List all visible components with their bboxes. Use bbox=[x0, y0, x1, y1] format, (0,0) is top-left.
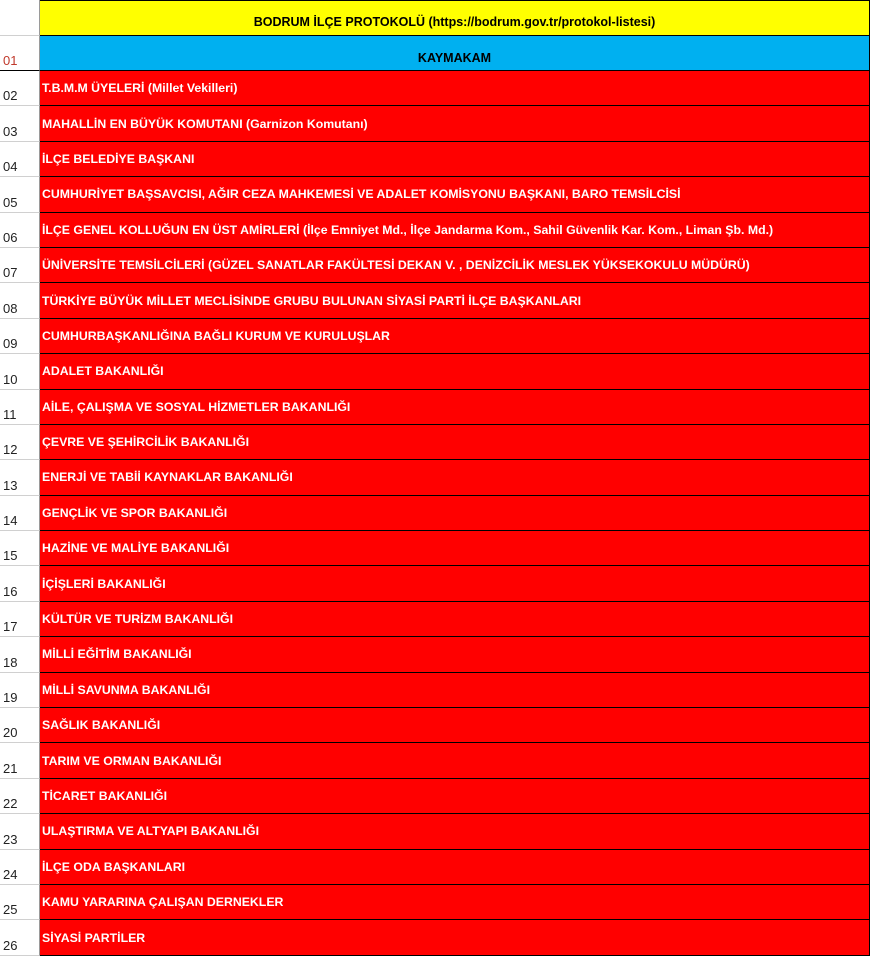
row-number[interactable]: 01 bbox=[0, 36, 40, 71]
table-row bbox=[0, 177, 870, 212]
protocol-item-cell[interactable]: KAMU YARARINA ÇALIŞAN DERNEKLER bbox=[40, 885, 870, 920]
kaymakam-cell[interactable]: KAYMAKAM bbox=[40, 36, 870, 71]
row-number[interactable]: 21 bbox=[0, 743, 40, 778]
table-row bbox=[0, 213, 870, 248]
row-number[interactable]: 03 bbox=[0, 106, 40, 141]
row-number[interactable]: 14 bbox=[0, 496, 40, 531]
table-row bbox=[0, 708, 870, 743]
protocol-item-cell[interactable]: MİLLİ EĞİTİM BAKANLIĞI bbox=[40, 637, 870, 672]
table-row bbox=[0, 71, 870, 106]
protocol-item-cell[interactable]: CUMHURBAŞKANLIĞINA BAĞLI KURUM VE KURULUŞLAR bbox=[40, 319, 870, 354]
protocol-item-cell[interactable]: ÜNİVERSİTE TEMSİLCİLERİ (GÜZEL SANATLAR FAKÜLTESİ DEKAN V. , DENİZCİLİK MESLEK YÜKSEKOKULU MÜDÜRÜ) bbox=[40, 248, 870, 283]
title-cell[interactable]: BODRUM İLÇE PROTOKOLÜ (https://bodrum.gov.tr/protokol-listesi) bbox=[40, 0, 870, 36]
protocol-item-cell[interactable]: HAZİNE VE MALİYE BAKANLIĞI bbox=[40, 531, 870, 566]
protocol-item-cell[interactable]: TÜRKİYE BÜYÜK MİLLET MECLİSİNDE GRUBU BULUNAN SİYASİ PARTİ İLÇE BAŞKANLARI bbox=[40, 283, 870, 318]
protocol-item-cell[interactable]: İLÇE GENEL KOLLUĞUN EN ÜST AMİRLERİ (İlçe Emniyet Md., İlçe Jandarma Kom., Sahil Güvenlik Kar. Kom., Liman Şb. Md.) bbox=[40, 213, 870, 248]
protocol-item-cell[interactable]: İLÇE BELEDİYE BAŞKANI bbox=[40, 142, 870, 177]
protocol-item-cell[interactable]: ENERJİ VE TABİİ KAYNAKLAR BAKANLIĞI bbox=[40, 460, 870, 495]
protocol-item-cell[interactable]: ULAŞTIRMA VE ALTYAPI BAKANLIĞI bbox=[40, 814, 870, 849]
table-row bbox=[0, 496, 870, 531]
table-row bbox=[0, 850, 870, 885]
title-row bbox=[0, 0, 870, 36]
row-header-blank[interactable] bbox=[0, 0, 40, 36]
table-row bbox=[0, 637, 870, 672]
table-row bbox=[0, 531, 870, 566]
protocol-item-cell[interactable]: TİCARET BAKANLIĞI bbox=[40, 779, 870, 814]
protocol-item-cell[interactable]: MİLLİ SAVUNMA BAKANLIĞI bbox=[40, 673, 870, 708]
table-row bbox=[0, 283, 870, 318]
row-number[interactable]: 12 bbox=[0, 425, 40, 460]
table-row bbox=[0, 248, 870, 283]
protocol-item-cell[interactable]: İLÇE ODA BAŞKANLARI bbox=[40, 850, 870, 885]
protocol-list bbox=[0, 71, 870, 956]
protocol-item-cell[interactable]: T.B.M.M ÜYELERİ (Millet Vekilleri) bbox=[40, 71, 870, 106]
table-row bbox=[0, 319, 870, 354]
row-number[interactable]: 08 bbox=[0, 283, 40, 318]
row-number[interactable]: 19 bbox=[0, 673, 40, 708]
row-number[interactable]: 18 bbox=[0, 637, 40, 672]
table-row bbox=[0, 566, 870, 601]
row-number[interactable]: 24 bbox=[0, 850, 40, 885]
row-number[interactable]: 22 bbox=[0, 779, 40, 814]
protocol-item-cell[interactable]: ÇEVRE VE ŞEHİRCİLİK BAKANLIĞI bbox=[40, 425, 870, 460]
protocol-item-cell[interactable]: MAHALLİN EN BÜYÜK KOMUTANI (Garnizon Komutanı) bbox=[40, 106, 870, 141]
row-number[interactable]: 09 bbox=[0, 319, 40, 354]
row-number[interactable]: 05 bbox=[0, 177, 40, 212]
row-number[interactable]: 15 bbox=[0, 531, 40, 566]
table-row bbox=[0, 602, 870, 637]
row-number[interactable]: 07 bbox=[0, 248, 40, 283]
table-row bbox=[0, 142, 870, 177]
table-row bbox=[0, 354, 870, 389]
table-row bbox=[0, 920, 870, 955]
row-number[interactable]: 13 bbox=[0, 460, 40, 495]
table-row bbox=[0, 106, 870, 141]
row-number[interactable]: 23 bbox=[0, 814, 40, 849]
protocol-item-cell[interactable]: GENÇLİK VE SPOR BAKANLIĞI bbox=[40, 496, 870, 531]
table-row bbox=[0, 779, 870, 814]
table-row bbox=[0, 460, 870, 495]
row-number[interactable]: 16 bbox=[0, 566, 40, 601]
protocol-item-cell[interactable]: SAĞLIK BAKANLIĞI bbox=[40, 708, 870, 743]
protocol-item-cell[interactable]: CUMHURİYET BAŞSAVCISI, AĞIR CEZA MAHKEMESİ VE ADALET KOMİSYONU BAŞKANI, BARO TEMSİLCİSİ bbox=[40, 177, 870, 212]
row-number[interactable]: 11 bbox=[0, 390, 40, 425]
row-number[interactable]: 17 bbox=[0, 602, 40, 637]
table-row bbox=[0, 425, 870, 460]
table-row bbox=[0, 743, 870, 778]
protocol-item-cell[interactable]: AİLE, ÇALIŞMA VE SOSYAL HİZMETLER BAKANLIĞI bbox=[40, 390, 870, 425]
table-row bbox=[0, 885, 870, 920]
protocol-item-cell[interactable]: ADALET BAKANLIĞI bbox=[40, 354, 870, 389]
protocol-item-cell[interactable]: İÇİŞLERİ BAKANLIĞI bbox=[40, 566, 870, 601]
protocol-item-cell[interactable]: SİYASİ PARTİLER bbox=[40, 920, 870, 955]
protocol-item-cell[interactable]: KÜLTÜR VE TURİZM BAKANLIĞI bbox=[40, 602, 870, 637]
row-number[interactable]: 26 bbox=[0, 920, 40, 955]
row-number[interactable]: 20 bbox=[0, 708, 40, 743]
table-row bbox=[0, 673, 870, 708]
row-number[interactable]: 04 bbox=[0, 142, 40, 177]
row-number[interactable]: 06 bbox=[0, 213, 40, 248]
protocol-item-cell[interactable]: TARIM VE ORMAN BAKANLIĞI bbox=[40, 743, 870, 778]
kaymakam-row bbox=[0, 36, 870, 71]
table-row bbox=[0, 814, 870, 849]
row-number[interactable]: 25 bbox=[0, 885, 40, 920]
row-number[interactable]: 10 bbox=[0, 354, 40, 389]
row-number[interactable]: 02 bbox=[0, 71, 40, 106]
table-row bbox=[0, 390, 870, 425]
